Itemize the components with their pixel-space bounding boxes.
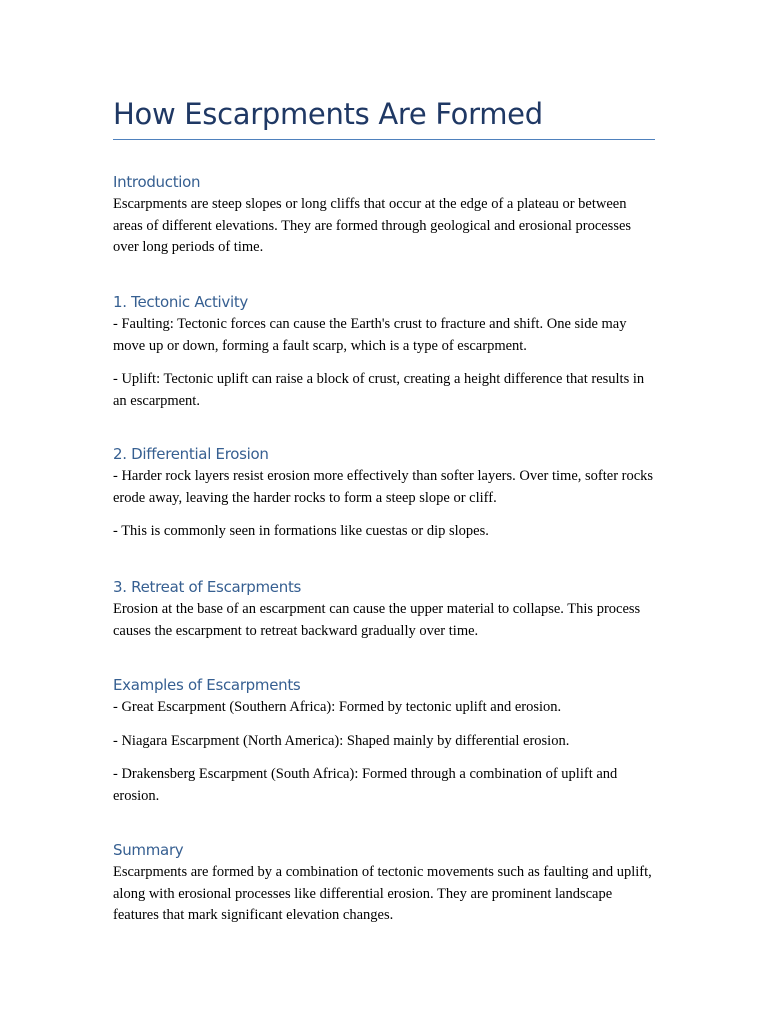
- paragraph: - Uplift: Tectonic uplift can raise a block of crust, creating a height difference that results in an escarpment.: [113, 371, 645, 409]
- section-retreat-of-escarpments: [113, 577, 655, 642]
- section-heading: 2. Differential Erosion: [113, 445, 269, 463]
- paragraph: - Harder rock layers resist erosion more effectively than softer layers. Over time, softer rocks erode away, leaving the harder rocks to form a steep slope or cliff.: [113, 468, 654, 506]
- section-introduction: [113, 172, 655, 259]
- paragraph: - Faulting: Tectonic forces can cause the Earth's crust to fracture and shift. One side may move up or down, forming a fault scarp, which is a type of escarpment.: [113, 316, 627, 354]
- section-differential-erosion: [113, 444, 655, 543]
- section-heading: 1. Tectonic Activity: [113, 293, 249, 311]
- paragraph: Erosion at the base of an escarpment can cause the upper material to collapse. This process causes the escarpment to retreat backward gradually over time.: [113, 601, 641, 639]
- page-title: How Escarpments Are Formed: [113, 97, 543, 131]
- section-tectonic-activity: [113, 292, 655, 412]
- paragraph: Escarpments are formed by a combination of tectonic movements such as faulting and uplift, along with erosional processes like differential erosion. They are prominent landscape features that mark significant elevation changes.: [113, 864, 652, 923]
- paragraph: - Great Escarpment (Southern Africa): Formed by tectonic uplift and erosion.: [113, 699, 562, 715]
- paragraph: - This is commonly seen in formations like cuestas or dip slopes.: [113, 523, 489, 539]
- section-heading: Summary: [113, 841, 184, 859]
- title-underline: [113, 139, 655, 140]
- section-heading: Introduction: [113, 173, 201, 191]
- paragraph: - Drakensberg Escarpment (South Africa): Formed through a combination of uplift and erosion.: [113, 766, 618, 804]
- paragraph: - Niagara Escarpment (North America): Shaped mainly by differential erosion.: [113, 732, 570, 749]
- section-heading: 3. Retreat of Escarpments: [113, 578, 302, 596]
- section-examples: [113, 675, 655, 807]
- section-summary: [113, 840, 655, 927]
- section-heading: Examples of Escarpments: [113, 676, 301, 694]
- paragraph: Escarpments are steep slopes or long cliffs that occur at the edge of a plateau or between areas of different elevations. They are formed through geological and erosional processes over long periods of time.: [113, 196, 632, 255]
